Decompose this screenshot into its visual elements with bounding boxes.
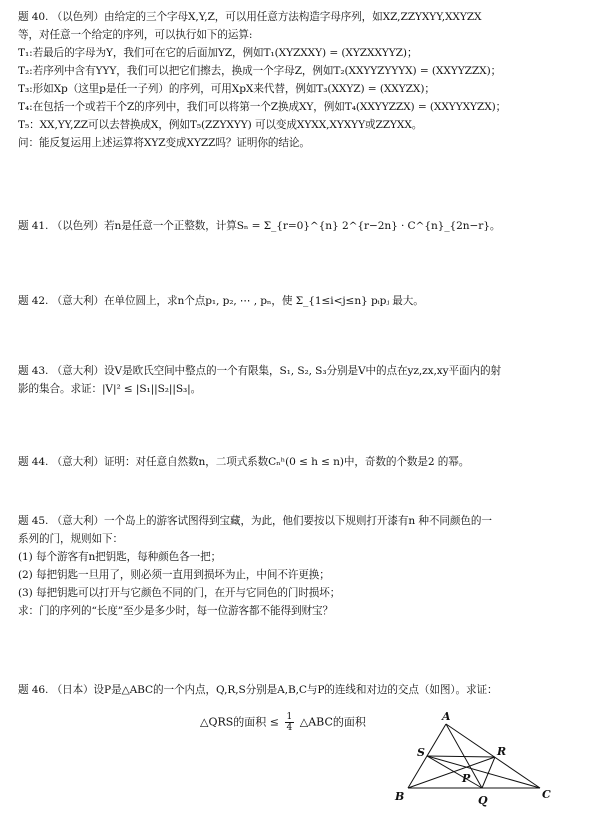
label-s: S <box>417 746 425 759</box>
label-p: P <box>462 772 471 785</box>
fraction-one-quarter <box>285 712 295 733</box>
segment-qs <box>427 756 482 788</box>
problem-40-line: T₅：XX,YY,ZZ可以去替换成X，例如T₅(ZZYXYY) 可以变成XYXX,XYXYY或ZZYXX。 <box>18 119 423 131</box>
problem-43-line: 题 43. （意大利）设V是欧氏空间中整点的一个有限集，S₁, S₂, S₃分别是V中的点在yz,zx,xy平面内的射 <box>18 365 501 377</box>
problem-44-line: 题 44. （意大利）证明：对任意自然数n，二项式系数Cₙʰ(0 ≤ h ≤ n)中，奇数的个数是2 的幂。 <box>18 456 470 468</box>
problem-45-line: (2) 每把钥匙一旦用了，则必须一直用到损坏为止，中间不许更换； <box>18 569 330 581</box>
problem-40-line: T₂:若序列中含有YYY，我们可以把它们擦去，换成一个字母Z，例如T₂(XXYYZYYYX) = (XXYYZZX)； <box>18 65 502 77</box>
problem-40-line: T₃:形如Xp（这里p是任一子列）的序列，可用XpX来代替，例如T₃(XXYZ) = (XXYZX)； <box>18 83 435 95</box>
label-r: R <box>497 745 507 758</box>
label-a: A <box>442 710 451 723</box>
label-q: Q <box>478 794 488 807</box>
problem-41-line: 题 41. （以色列）若n是任意一个正整数，计算Sₙ = Σ_{r=0}^{n} 2^{r−2n} · C^{n}_{2n−r}。 <box>18 220 501 232</box>
triangle-figure <box>390 710 565 810</box>
problem-43 <box>18 362 586 398</box>
problem-46 <box>18 681 586 699</box>
problem-45-line: 系列的门，规则如下： <box>18 533 123 545</box>
problem-45 <box>18 512 586 620</box>
problem-45-line: 题 45. （意大利）一个岛上的游客试图得到宝藏，为此，他们要按以下规则打开漆有n 种不同颜色的一 <box>18 515 492 527</box>
problem-41 <box>18 217 586 235</box>
problem-42 <box>18 292 586 310</box>
problem-40-line: T₄:在包括一个或若干个Z的序列中，我们可以将第一个Z换成XY，例如T₄(XXYYZZX) = (XXYYXYZX)； <box>18 101 507 113</box>
problem-45-line: (1) 每个游客有n把钥匙，每种颜色各一把； <box>18 551 222 563</box>
problem-45-line: 求：门的序列的“长度”至少是多少时，每一位游客都不能得到财宝？ <box>18 605 333 617</box>
label-c: C <box>542 788 551 801</box>
problem-42-line: 题 42. （意大利）在单位圆上，求n个点p₁, p₂, ⋯ , pₙ，使 Σ_{1≤i<j≤n} pᵢpⱼ 最大。 <box>18 295 424 307</box>
problem-40-line: T₁:若最后的字母为Y，我们可在它的后面加YZ，例如T₁(XYZXXY) = (XYZXXYYZ)； <box>18 47 418 59</box>
problem-40 <box>18 8 586 152</box>
fraction-numerator: 1 <box>286 712 293 722</box>
cevian-br <box>408 757 495 788</box>
problem-40-line: 问：能反复运用上述运算将XYZ变成XYZZ吗？证明你的结论。 <box>18 137 310 149</box>
fraction-denominator: 4 <box>286 723 293 733</box>
problem-43-line: 影的集合。求证：|V|² ≤ |S₁||S₂||S₃|。 <box>18 383 202 395</box>
problem-46-line: 题 46. （日本）设P是△ABC的一个内点，Q,R,S分别是A,B,C与P的连线和对边的交点（如图）。求证： <box>18 684 498 696</box>
problem-44 <box>18 453 586 471</box>
formula-right: △ABC的面积 <box>299 715 366 729</box>
problem-40-line: 等，对任意一个给定的序列，可以执行如下的运算: <box>18 29 253 41</box>
problem-45-line: (3) 每把钥匙可以打开与它颜色不同的门，在开与它同色的门时损坏； <box>18 587 341 599</box>
label-b: B <box>395 790 405 803</box>
formula-left: △QRS的面积 ≤ <box>200 715 280 729</box>
area-inequality <box>200 712 366 733</box>
segment-sr <box>427 756 495 757</box>
problem-40-line: 题 40. （以色列）由给定的三个字母X,Y,Z，可以用任意方法构造字母序列，如XZ,ZZYXYY,XXYZX <box>18 11 482 23</box>
